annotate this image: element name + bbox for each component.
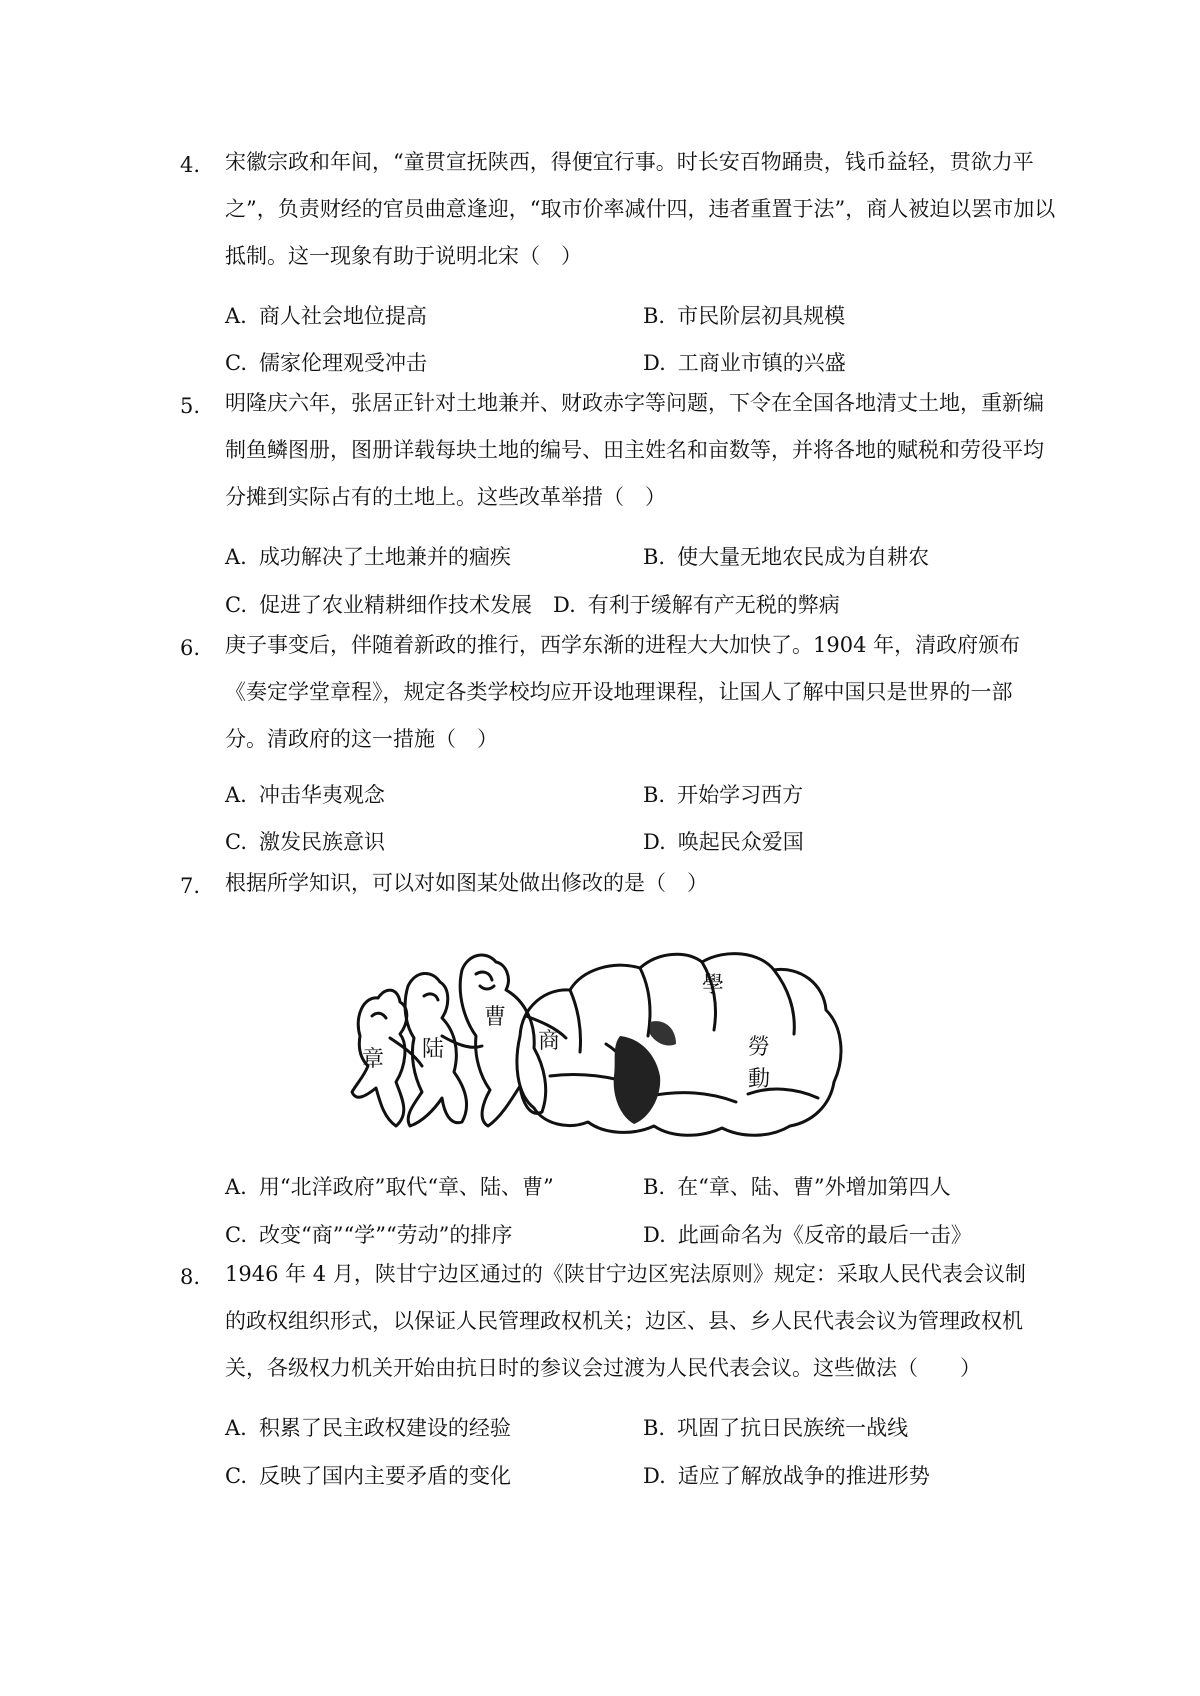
stem-line: 抵制。这一现象有助于说明北宋（ ） (225, 244, 582, 268)
stem-line: 的政权组织形式，以保证人民管理政权机关；边区、县、乡人民代表会议为管理政权机 (225, 1309, 1023, 1333)
cartoon-figure (350, 926, 865, 1148)
fist-shading (614, 1036, 661, 1124)
option-key: A. (225, 783, 247, 807)
option-key: B. (643, 545, 666, 569)
option-text: 适应了解放战争的推进形势 (677, 1464, 930, 1488)
option-text: 使大量无地农民成为自耕农 (677, 545, 930, 569)
option-text: 在“章、陆、曹”外增加第四人 (677, 1175, 951, 1199)
question-stem (225, 622, 1045, 763)
option-key: B. (643, 1416, 666, 1440)
question-number: 7. (180, 874, 201, 898)
stem-line: 明隆庆六年，张居正针对土地兼并、财政赤字等问题，下令在全国各地清丈土地，重新编 (225, 391, 1044, 415)
option-text: 此画命名为《反帝的最后一击》 (677, 1223, 972, 1247)
option-a[interactable] (225, 1171, 554, 1201)
label-zhang: 章 (362, 1046, 385, 1071)
option-text: 用“北洋政府”取代“章、陆、曹” (258, 1175, 554, 1199)
option-key: D. (643, 1464, 666, 1488)
option-d[interactable] (643, 826, 804, 856)
question-number: 6. (180, 636, 201, 660)
fist-outline (517, 954, 841, 1136)
option-c[interactable] (225, 347, 427, 377)
stem-line: 根据所学知识，可以对如图某处做出修改的是（ ） (225, 871, 708, 895)
option-b[interactable] (643, 1171, 951, 1201)
option-key: C. (225, 1223, 247, 1247)
stem-line: 宋徽宗政和年间，“童贯宣抚陕西，得便宜行事。时长安百物踊贵，钱币益轻，贯欲力平 (225, 150, 1034, 174)
option-d[interactable] (553, 589, 840, 619)
option-text: 市民阶层初具规模 (677, 304, 846, 328)
option-c[interactable] (225, 1219, 512, 1249)
option-d[interactable] (643, 1219, 972, 1249)
question-number: 4. (180, 153, 201, 177)
option-key: C. (225, 1464, 247, 1488)
option-c[interactable] (225, 1460, 511, 1490)
stem-line: 关，各级权力机关开始由抗日时的参议会过渡为人民代表会议。这些做法（ ） (225, 1356, 981, 1380)
option-key: D. (643, 351, 666, 375)
option-d[interactable] (643, 347, 846, 377)
option-key: D. (553, 593, 576, 617)
option-key: B. (643, 1175, 666, 1199)
option-b[interactable] (643, 300, 845, 330)
option-key: C. (225, 593, 247, 617)
option-key: D. (643, 1223, 666, 1247)
stem-line: 分摊到实际占有的土地上。这些改革举措（ ） (225, 485, 666, 509)
label-cao: 曹 (484, 1004, 507, 1029)
label-lu: 陆 (422, 1036, 445, 1061)
option-text: 唤起民众爱国 (677, 830, 804, 854)
stem-line: 制鱼鳞图册，图册详载每块土地的编号、田主姓名和亩数等，并将各地的赋税和劳役平均 (225, 438, 1044, 462)
label-lao: 勞 (748, 1034, 771, 1059)
option-key: D. (643, 830, 666, 854)
label-dong: 動 (748, 1066, 771, 1091)
question-stem (225, 860, 1045, 907)
option-key: A. (225, 1416, 247, 1440)
option-key: A. (225, 1175, 247, 1199)
option-key: B. (643, 304, 666, 328)
option-c[interactable] (225, 826, 385, 856)
option-a[interactable] (225, 1412, 511, 1442)
option-text: 冲击华夷观念 (258, 783, 385, 807)
option-key: B. (643, 783, 666, 807)
figure-cao-outline (460, 955, 546, 1126)
stem-line: 庚子事变后，伴随着新政的推行，西学东渐的进程大大加快了。1904 年，清政府颁布 (225, 633, 1021, 657)
label-xue: 學 (702, 972, 725, 997)
option-b[interactable] (643, 1412, 908, 1442)
option-b[interactable] (643, 779, 803, 809)
option-text: 开始学习西方 (677, 783, 804, 807)
option-text: 儒家伦理观受冲击 (259, 351, 427, 375)
option-text: 反映了国内主要矛盾的变化 (259, 1464, 511, 1488)
option-a[interactable] (225, 541, 511, 571)
option-text: 巩固了抗日民族统一战线 (677, 1416, 909, 1440)
option-text: 激发民族意识 (259, 830, 385, 854)
stem-line: 1946 年 4 月，陕甘宁边区通过的《陕甘宁边区宪法原则》规定：采取人民代表会议制 (225, 1262, 1026, 1286)
stem-line: 《奏定学堂章程》，规定各类学校均应开设地理课程，让国人了解中国只是世界的一部 (225, 680, 1013, 704)
option-text: 商人社会地位提高 (258, 304, 427, 328)
stem-line: 分。清政府的这一措施（ ） (225, 727, 498, 751)
option-text: 工商业市镇的兴盛 (677, 351, 846, 375)
option-key: C. (225, 351, 247, 375)
question-stem (225, 1251, 1045, 1392)
label-shang: 商 (538, 1028, 561, 1053)
stem-line: 之”，负责财经的官员曲意逢迎，“取市价率减什四，违者重置于法”，商人被迫以罢市加以 (225, 197, 1056, 221)
option-text: 有利于缓解有产无税的弊病 (587, 593, 840, 617)
option-a[interactable] (225, 300, 427, 330)
option-a[interactable] (225, 779, 385, 809)
option-key: C. (225, 830, 247, 854)
question-stem (225, 380, 1045, 521)
option-key: A. (225, 545, 247, 569)
fist-cartoon-illustration (350, 926, 865, 1148)
question-stem (225, 139, 1056, 280)
option-text: 积累了民主政权建设的经验 (258, 1416, 511, 1440)
question-number: 8. (180, 1265, 201, 1289)
question-number: 5. (180, 394, 201, 418)
option-d[interactable] (643, 1460, 930, 1490)
option-text: 促进了农业精耕细作技术发展 (259, 593, 532, 617)
option-key: A. (225, 304, 247, 328)
option-c[interactable] (225, 589, 532, 619)
option-text: 成功解决了土地兼并的痼疾 (258, 545, 511, 569)
option-text: 改变“商”“学”“劳动”的排序 (259, 1223, 513, 1247)
option-b[interactable] (643, 541, 929, 571)
